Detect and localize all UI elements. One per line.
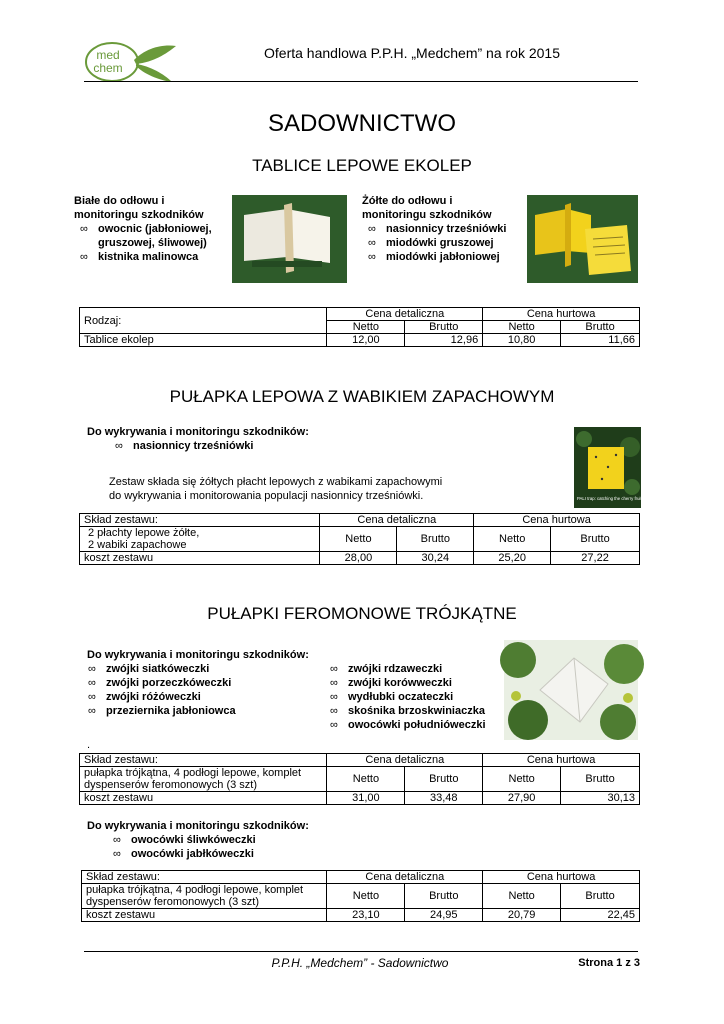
- header-divider: [84, 81, 638, 82]
- bullet-icon: ∞: [88, 691, 96, 703]
- price-cell: 20,79: [483, 909, 561, 922]
- white-heading-line-1: Białe do odłowu i: [74, 195, 165, 207]
- price-cell: 30,13: [561, 792, 640, 805]
- table-header-retail: Cena detaliczna: [327, 754, 483, 767]
- list-item: ∞ miodówki gruszowej: [368, 237, 494, 249]
- sticky-trap-price-table: [79, 513, 640, 565]
- list-item: ∞ owocnic (jabłoniowej,: [80, 223, 212, 235]
- list-item: ∞ skośnika brzoskwiniaczka: [330, 705, 485, 717]
- logo-text-bottom: chem: [93, 61, 123, 75]
- sticky-trap-description: [87, 425, 487, 453]
- bullet-icon: ∞: [330, 663, 338, 675]
- list-item: ∞ przeziernika jabłoniowca: [88, 705, 236, 717]
- desc-line-2: do wykrywania i monitorowania populacji nasionnicy trześniówki.: [109, 490, 424, 502]
- logo-text-top: med: [96, 48, 120, 62]
- table-header-netto: Netto: [327, 321, 405, 334]
- yellow-heading-line-1: Żółte do odłowu i: [362, 195, 453, 207]
- list-item: ∞ zwójki różóweczki: [88, 691, 201, 703]
- bullet-icon: ∞: [330, 691, 338, 703]
- row-label: koszt zestawu: [82, 909, 327, 922]
- medchem-logo: [84, 40, 179, 84]
- stray-dot: .: [87, 739, 91, 751]
- table-header-sklad: Skład zestawu:: [82, 871, 327, 884]
- bullet-icon: ∞: [330, 719, 338, 731]
- sticky-trap-photo: [574, 427, 666, 508]
- table-row: [82, 909, 640, 922]
- bullet-icon: ∞: [330, 677, 338, 689]
- ekolep-price-table: [79, 307, 640, 347]
- price-cell: 10,80: [483, 334, 561, 347]
- plum-apple-price-table: [81, 870, 640, 922]
- table-header-rodzaj: Rodzaj:: [80, 308, 327, 334]
- section-title-pheromone: PUŁAPKI FEROMONOWE TRÓJKĄTNE: [207, 604, 517, 623]
- table-header-wholesale: Cena hurtowa: [483, 754, 640, 767]
- table-header-brutto: Brutto: [551, 527, 640, 552]
- table-header-brutto: Brutto: [405, 321, 483, 334]
- pheromone-trap-photo: [504, 640, 638, 740]
- price-cell: 12,00: [327, 334, 405, 347]
- desc-line-1: Zestaw składa się żółtych płacht lepowych z wabikami zapachowymi: [109, 476, 443, 488]
- photo-caption: PALI trap: catching the cherry fruit fly R. cerasi: [577, 496, 666, 501]
- page-title: SADOWNICTWO: [268, 110, 456, 137]
- list-item: ∞ nasionnicy trześniówki: [368, 223, 507, 235]
- section-title-sticky-trap: PUŁAPKA LEPOWA Z WABIKIEM ZAPACHOWYM: [169, 387, 555, 406]
- bullet-icon: ∞: [80, 251, 88, 263]
- section-heading: Do wykrywania i monitoringu szkodników:: [87, 649, 309, 661]
- list-item: ∞ zwójki siatkóweczki: [88, 663, 210, 675]
- table-header-netto: Netto: [327, 884, 405, 909]
- price-cell: 31,00: [327, 792, 405, 805]
- table-header-retail: Cena detaliczna: [327, 308, 483, 321]
- white-heading-line-2: monitoringu szkodników: [74, 209, 204, 221]
- row-label: koszt zestawu: [80, 792, 327, 805]
- table-header-retail: Cena detaliczna: [327, 871, 483, 884]
- table-row: [80, 334, 640, 347]
- footer-text: P.P.H. „Medchem” - Sadownictwo: [271, 956, 449, 970]
- list-item: ∞ owocówki śliwkóweczki: [113, 834, 256, 846]
- bullet-icon: ∞: [88, 663, 96, 675]
- table-row: [80, 792, 640, 805]
- ekolep-yellow-trap-photo: [527, 195, 638, 283]
- price-cell: 27,22: [551, 552, 640, 565]
- price-cell: 11,66: [561, 334, 640, 347]
- price-cell: 24,95: [405, 909, 483, 922]
- table-header-netto: Netto: [483, 321, 561, 334]
- bullet-icon: ∞: [115, 440, 123, 452]
- kit-contents: 2 płachty lepowe żółte, 2 wabiki zapachowe: [80, 527, 320, 552]
- table-header-brutto: Brutto: [561, 884, 640, 909]
- section-title-ekolep: TABLICE LEPOWE EKOLEP: [252, 156, 472, 175]
- bullet-icon: ∞: [113, 848, 121, 860]
- list-item: ∞ zwójki rdzaweczki: [330, 663, 443, 675]
- price-cell: 27,90: [483, 792, 561, 805]
- table-header-sklad: Skład zestawu:: [80, 514, 320, 527]
- pheromone-pests-left: [82, 662, 322, 718]
- list-item: ∞ zwójki korówweczki: [330, 677, 452, 689]
- list-item: ∞ kistnika malinowca: [80, 251, 199, 263]
- page-number: Strona 1 z 3: [578, 957, 640, 969]
- pheromone-pests-right: [324, 662, 504, 732]
- plum-apple-description: [87, 819, 487, 861]
- row-label: koszt zestawu: [80, 552, 320, 565]
- table-header-netto: Netto: [483, 767, 561, 792]
- yellow-heading-line-2: monitoringu szkodników: [362, 209, 492, 221]
- ekolep-yellow-description: [362, 194, 522, 264]
- bullet-icon: ∞: [80, 223, 88, 235]
- section-heading: Do wykrywania i monitoringu szkodników:: [87, 426, 309, 438]
- table-header-netto: Netto: [474, 527, 551, 552]
- table-header-brutto: Brutto: [561, 767, 640, 792]
- price-cell: 22,45: [561, 909, 640, 922]
- table-header-netto: Netto: [320, 527, 397, 552]
- list-item: ∞ zwójki porzeczkóweczki: [88, 677, 232, 689]
- list-item: ∞ owocówki jabłkóweczki: [113, 848, 254, 860]
- table-header-wholesale: Cena hurtowa: [474, 514, 640, 527]
- bullet-icon: ∞: [88, 677, 96, 689]
- price-cell: 30,24: [397, 552, 474, 565]
- bullet-icon: ∞: [368, 237, 376, 249]
- price-cell: 12,96: [405, 334, 483, 347]
- pheromone-price-table: [79, 753, 640, 805]
- ekolep-white-description: [74, 194, 234, 264]
- bullet-icon: ∞: [113, 834, 121, 846]
- kit-contents: pułapka trójkątna, 4 podłogi lepowe, komplet dyspenserów feromonowych (3 szt): [82, 884, 327, 909]
- list-item: ∞ owocówki południóweczki: [330, 719, 486, 731]
- header-title: Oferta handlowa P.P.H. „Medchem” na rok 2015: [264, 45, 560, 61]
- list-item: gruszowej, śliwowej): [98, 237, 207, 249]
- table-header-netto: Netto: [327, 767, 405, 792]
- section-heading: Do wykrywania i monitoringu szkodników:: [87, 820, 309, 832]
- kit-contents: pułapka trójkątna, 4 podłogi lepowe, komplet dyspenserów feromonowych (3 szt): [80, 767, 327, 792]
- row-label: Tablice ekolep: [80, 334, 327, 347]
- list-item: ∞ nasionnicy trześniówki: [115, 440, 254, 452]
- table-row: [80, 552, 640, 565]
- bullet-icon: ∞: [88, 705, 96, 717]
- footer-divider: [84, 951, 638, 952]
- list-item: ∞ miodówki jabłoniowej: [368, 251, 500, 263]
- list-item: ∞ wydłubki oczateczki: [330, 691, 454, 703]
- table-header-wholesale: Cena hurtowa: [483, 871, 640, 884]
- table-header-brutto: Brutto: [405, 767, 483, 792]
- table-header-netto: Netto: [483, 884, 561, 909]
- table-header-brutto: Brutto: [397, 527, 474, 552]
- price-cell: 23,10: [327, 909, 405, 922]
- price-cell: 25,20: [474, 552, 551, 565]
- table-header-wholesale: Cena hurtowa: [483, 308, 640, 321]
- table-header-retail: Cena detaliczna: [320, 514, 474, 527]
- price-cell: 28,00: [320, 552, 397, 565]
- sticky-trap-desc-text: [109, 475, 529, 503]
- ekolep-white-trap-photo: [232, 195, 347, 283]
- bullet-icon: ∞: [368, 251, 376, 263]
- table-header-brutto: Brutto: [405, 884, 483, 909]
- bullet-icon: ∞: [368, 223, 376, 235]
- table-header-brutto: Brutto: [561, 321, 640, 334]
- bullet-icon: ∞: [330, 705, 338, 717]
- price-cell: 33,48: [405, 792, 483, 805]
- table-header-sklad: Skład zestawu:: [80, 754, 327, 767]
